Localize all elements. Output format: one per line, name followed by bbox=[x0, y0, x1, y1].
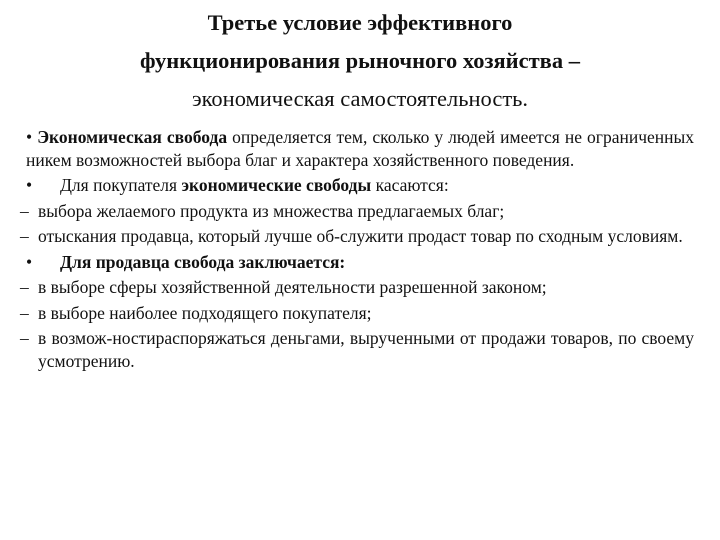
buyer-heading-post: касаются: bbox=[371, 175, 449, 195]
title-line-1: Третье условие эффективного bbox=[207, 10, 513, 35]
bullet-marker: • bbox=[26, 127, 33, 147]
slide-body bbox=[20, 126, 695, 372]
seller-item-text: в выборе наиболее подходящего покупателя; bbox=[38, 302, 372, 323]
buyer-heading-pre: Для покупателя bbox=[60, 175, 182, 195]
dash-marker: – bbox=[20, 277, 29, 297]
dash-marker: – bbox=[20, 226, 29, 246]
seller-heading: Для продавца свобода заключается: bbox=[60, 251, 346, 272]
definition-text: определяется тем, сколько у людей имеется не ограниченных никем возможностей выбора благ и характера хозяйственного поведения. bbox=[26, 127, 695, 170]
buyer-item-text: отыскания продавца, который лучше об-служити продаст товар по сходным условиям. bbox=[38, 226, 683, 246]
paragraph-economic-freedom bbox=[26, 126, 694, 171]
buyer-heading bbox=[60, 174, 449, 197]
title-line-3: экономическая самостоятельность. bbox=[191, 86, 529, 111]
seller-item bbox=[20, 327, 694, 372]
seller-item-text: в возмож-ностираспоряжаться деньгами, вырученными от продажи товаров, по своему усмотрению. bbox=[38, 328, 694, 371]
dash-marker: – bbox=[20, 328, 29, 348]
bullet-marker: • bbox=[26, 251, 33, 272]
seller-item bbox=[20, 276, 694, 299]
seller-item-text: в выборе сферы хозяйственной деятельности разрешенной законом; bbox=[38, 277, 547, 297]
term-economic-freedom: Экономическая свобода bbox=[37, 127, 228, 147]
buyer-item bbox=[20, 200, 694, 223]
dash-marker: – bbox=[20, 200, 29, 221]
title-line-2: функционирования рыночного хозяйства – bbox=[140, 48, 580, 73]
slide-title bbox=[0, 4, 720, 118]
buyer-heading-bold: экономические свободы bbox=[181, 175, 372, 195]
bullet-seller bbox=[26, 251, 694, 274]
bullet-buyer bbox=[26, 174, 694, 197]
seller-item bbox=[20, 302, 694, 325]
dash-marker: – bbox=[20, 302, 29, 323]
buyer-item-text: выбора желаемого продукта из множества предлагаемых благ; bbox=[38, 200, 505, 221]
buyer-item bbox=[20, 225, 694, 248]
bullet-marker: • bbox=[26, 175, 33, 195]
